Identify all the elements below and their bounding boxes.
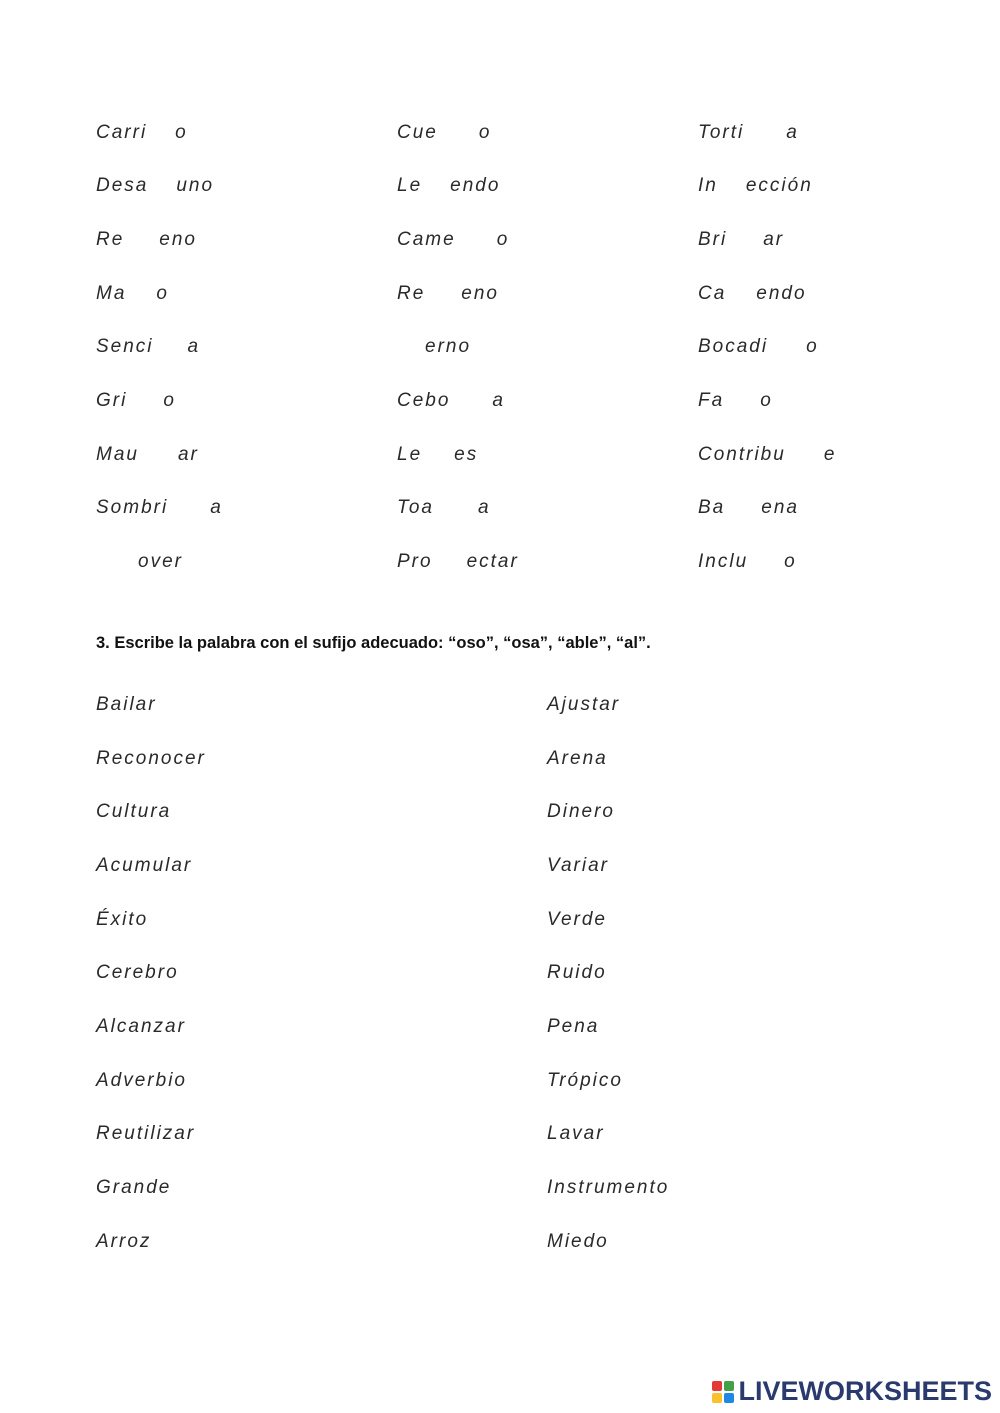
suffix-word: Dinero	[547, 801, 615, 822]
fill-word: Ba ena	[698, 497, 799, 518]
fill-word: Ca endo	[698, 283, 807, 304]
fill-word: Gri o	[96, 390, 176, 411]
suffix-word: Arena	[547, 748, 608, 769]
suffix-word: Trópico	[547, 1070, 623, 1091]
suffix-word: Verde	[547, 909, 607, 930]
suffix-word: Arroz	[96, 1231, 152, 1252]
suffix-word: Reutilizar	[96, 1123, 196, 1144]
section-3-heading: 3. Escribe la palabra con el sufijo adecuado: “oso”, “osa”, “able”, “al”.	[96, 634, 651, 652]
fill-word: Re eno	[96, 229, 197, 250]
fill-word: over	[138, 551, 183, 572]
suffix-word: Cultura	[96, 801, 172, 822]
fill-word: Bocadi o	[698, 336, 819, 357]
suffix-word: Instrumento	[547, 1177, 670, 1198]
fill-word: Pro ectar	[397, 551, 519, 572]
fill-word: Le es	[397, 444, 479, 465]
fill-word: Re eno	[397, 283, 499, 304]
fill-word: Inclu o	[698, 551, 797, 572]
fill-word: Toa a	[397, 497, 491, 518]
fill-word: erno	[425, 336, 472, 357]
suffix-word: Variar	[547, 855, 609, 876]
suffix-word: Acumular	[96, 855, 193, 876]
fill-word: Came o	[397, 229, 510, 250]
fill-word: Mau ar	[96, 444, 199, 465]
fill-word: Fa o	[698, 390, 773, 411]
suffix-word: Cerebro	[96, 962, 179, 983]
fill-word: Senci a	[96, 336, 201, 357]
suffix-word: Ajustar	[547, 694, 621, 715]
suffix-word: Éxito	[96, 909, 149, 930]
fill-word: Cue o	[397, 122, 492, 143]
liveworksheets-logo[interactable]	[712, 1376, 992, 1407]
liveworksheets-wordmark	[738, 1376, 992, 1407]
fill-word: Desa uno	[96, 175, 215, 196]
fill-word: In ección	[698, 175, 813, 196]
fill-word: Carri o	[96, 122, 188, 143]
fill-word: Ma o	[96, 283, 169, 304]
suffix-word: Alcanzar	[96, 1016, 186, 1037]
logo-text-worksheets: WORKSHEETS	[798, 1376, 992, 1406]
suffix-word: Adverbio	[96, 1070, 187, 1091]
suffix-word: Pena	[547, 1016, 600, 1037]
suffix-word: Miedo	[547, 1231, 609, 1252]
suffix-word: Lavar	[547, 1123, 605, 1144]
fill-word: Cebo a	[397, 390, 505, 411]
fill-word: Contribu e	[698, 444, 837, 465]
fill-word: Bri ar	[698, 229, 785, 250]
suffix-word: Grande	[96, 1177, 172, 1198]
fill-word: Le endo	[397, 175, 501, 196]
fill-word: Sombri a	[96, 497, 223, 518]
suffix-word: Bailar	[96, 694, 157, 715]
fill-word: Torti a	[698, 122, 799, 143]
liveworksheets-mark-icon	[712, 1381, 734, 1403]
suffix-word: Ruido	[547, 962, 607, 983]
suffix-word: Reconocer	[96, 748, 206, 769]
logo-text-live: LIVE	[738, 1376, 799, 1406]
